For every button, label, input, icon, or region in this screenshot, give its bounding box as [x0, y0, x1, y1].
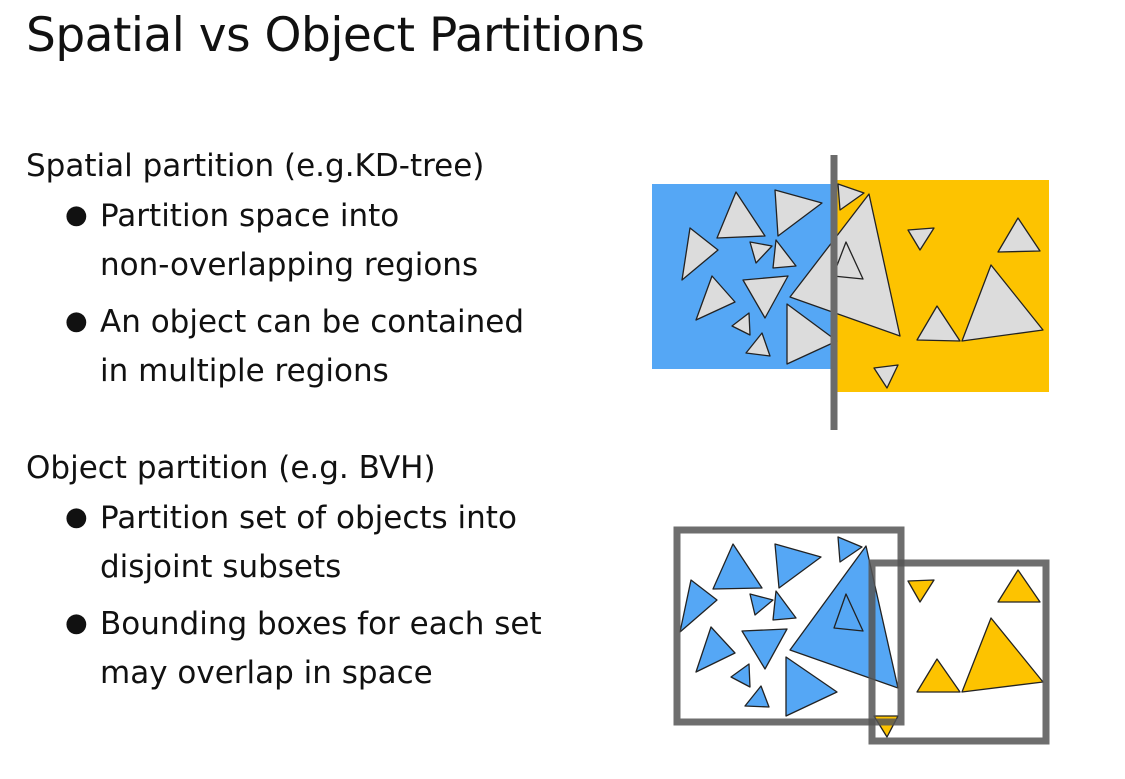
bullet-item	[26, 298, 524, 396]
triangle	[773, 240, 796, 268]
bullet-item	[26, 494, 542, 592]
triangle	[874, 716, 898, 737]
triangle	[998, 218, 1040, 252]
spatial-partition-section	[26, 146, 524, 404]
triangle	[874, 365, 898, 388]
object-partition-section	[26, 448, 542, 706]
triangle	[750, 242, 772, 263]
bullet-dot-icon: ●	[65, 608, 88, 638]
right-region-yellow	[834, 180, 1049, 392]
bounding-box-right	[872, 563, 1046, 741]
bullet-dot-icon: ●	[65, 502, 88, 532]
bullet-text: An object can be contained	[100, 304, 525, 340]
triangle	[998, 570, 1040, 602]
triangle	[743, 276, 788, 318]
object-bullet-list	[26, 494, 542, 698]
triangle	[696, 276, 735, 320]
bullet-text: may overlap in space	[100, 655, 433, 691]
kd-triangles	[682, 184, 1043, 388]
triangle	[713, 544, 762, 589]
blue-triangle-set	[680, 537, 898, 716]
bullet-dot-icon: ●	[65, 200, 88, 230]
triangle	[787, 304, 837, 364]
bullet-text: Partition set of objects into	[100, 500, 517, 536]
triangle	[745, 686, 769, 707]
triangle	[834, 594, 863, 631]
slide-title: Spatial vs Object Partitions	[26, 8, 645, 63]
bounding-box-left	[677, 530, 901, 722]
bullet-text: disjoint subsets	[100, 549, 342, 585]
triangle	[786, 657, 837, 716]
yellow-triangle-set	[874, 570, 1043, 737]
bullet-text: in multiple regions	[100, 353, 389, 389]
triangle	[732, 313, 750, 335]
triangle	[838, 537, 862, 562]
triangle	[838, 184, 864, 210]
triangle	[962, 265, 1043, 341]
triangle	[775, 544, 821, 588]
triangle	[750, 594, 773, 615]
triangle	[731, 664, 750, 687]
bullet-dot-icon: ●	[65, 306, 88, 336]
bullet-text: Partition space into	[100, 198, 400, 234]
triangle	[717, 192, 765, 238]
triangle	[682, 228, 718, 280]
bullet-text: non-overlapping regions	[100, 247, 479, 283]
left-region-blue	[652, 184, 834, 369]
bullet-item	[26, 600, 542, 698]
bullet-item	[26, 192, 524, 290]
bullet-text: Bounding boxes for each set	[100, 606, 542, 642]
triangle	[775, 190, 822, 236]
triangle	[742, 629, 787, 669]
triangle	[833, 242, 863, 279]
triangle	[917, 306, 960, 341]
triangle	[908, 228, 934, 250]
triangle	[962, 618, 1043, 692]
object-partition-heading: Object partition (e.g. BVH)	[26, 450, 436, 486]
triangle	[680, 580, 717, 632]
triangle	[790, 546, 898, 688]
triangle	[746, 333, 770, 356]
spatial-partition-heading: Spatial partition (e.g.KD-tree)	[26, 148, 485, 184]
triangle	[908, 580, 934, 602]
spatial-bullet-list	[26, 192, 524, 396]
triangle	[917, 659, 960, 692]
triangle	[696, 627, 735, 672]
triangle	[790, 194, 900, 336]
triangle	[773, 591, 796, 620]
